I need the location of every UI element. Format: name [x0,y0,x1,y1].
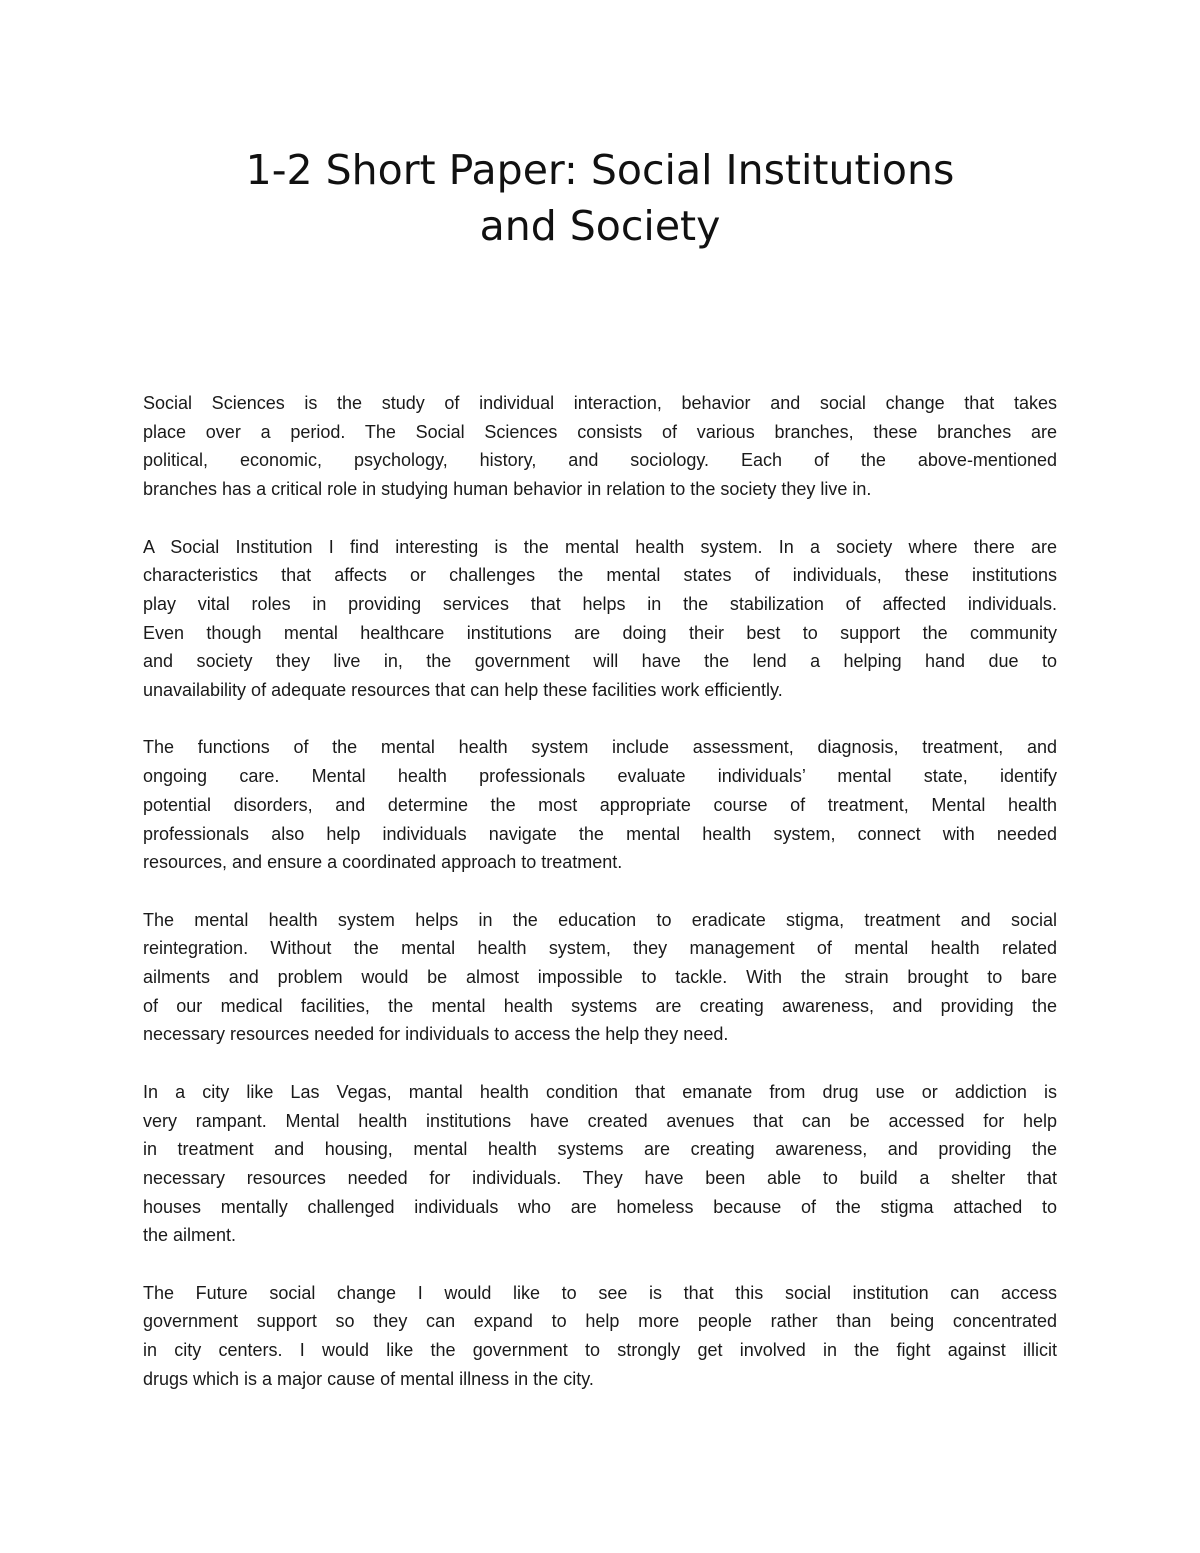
paragraph-line: branches has a critical role in studying human behavior in relation to the society they live in. [143,479,872,500]
document-title [0,142,1200,254]
paragraph-line: Social Sciences is the study of individual interaction, behavior and social change that takes [143,393,1057,413]
paragraph-line: A Social Institution I find interesting is the mental health system. In a society where there are [143,536,1057,557]
paragraph-line: place over a period. The Social Sciences consists of various branches, these branches are [143,421,1057,442]
paragraph [143,1279,1057,1394]
paragraph-line: houses mentally challenged individuals who are homeless because of the stigma attached to [143,1196,1057,1217]
paragraph-line: very rampant. Mental health institutions have created avenues that can be accessed for help [143,1110,1057,1131]
paragraph [143,533,1057,705]
paragraph-line: the ailment. [143,1225,237,1246]
paragraph-line: The Future social change I would like to see is that this social institution can access [143,1282,1057,1303]
paragraph-line: ailments and problem would be almost impossible to tackle. With the strain brought to bare [143,967,1057,988]
paragraph-line: government support so they can expand to help more people rather than being concentrated [143,1311,1057,1332]
title-line: and Society [479,202,721,250]
paragraph-line: characteristics that affects or challenges the mental states of individuals, these institutions [143,565,1057,586]
paragraph-line: political, economic, psychology, history, and sociology. Each of the above-mentioned [143,450,1057,471]
paragraph-line: resources, and ensure a coordinated approach to treatment. [143,852,623,873]
paragraph-line: necessary resources needed for individuals to access the help they need. [143,1024,729,1045]
paragraph-line: in city centers. I would like the government to strongly get involved in the fight against illicit [143,1340,1057,1361]
paragraph [143,389,1057,504]
paragraph-line: ongoing care. Mental health professionals evaluate individuals’ mental state, identify [143,766,1057,787]
paragraph-line: The mental health system helps in the education to eradicate stigma, treatment and social [143,909,1057,930]
paragraph-line: reintegration. Without the mental health system, they management of mental health related [143,938,1057,959]
paragraph-line: necessary resources needed for individuals. They have been able to build a shelter that [143,1167,1057,1188]
document-body [143,389,1057,1422]
paragraph-line: Even though mental healthcare institutions are doing their best to support the community [143,622,1057,643]
paragraph-line: unavailability of adequate resources that can help these facilities work efficiently. [143,680,783,701]
paragraph [143,1078,1057,1250]
paragraph [143,733,1057,877]
title-line: 1-2 Short Paper: Social Institutions [245,146,955,194]
paragraph-line: and society they live in, the government will have the lend a helping hand due to [143,651,1057,672]
paragraph-line: professionals also help individuals navigate the mental health system, connect with needed [143,823,1057,844]
paragraph-line: in treatment and housing, mental health systems are creating awareness, and providing the [143,1139,1057,1160]
paragraph-line: of our medical facilities, the mental health systems are creating awareness, and providing the [143,995,1057,1016]
paragraph [143,906,1057,1050]
paragraph-line: play vital roles in providing services that helps in the stabilization of affected individuals. [143,593,1057,614]
paragraph-line: The functions of the mental health system include assessment, diagnosis, treatment, and [143,737,1057,758]
paragraph-line: In a city like Las Vegas, mantal health condition that emanate from drug use or addiction is [143,1081,1057,1102]
paragraph-line: drugs which is a major cause of mental illness in the city. [143,1368,594,1389]
paragraph-line: potential disorders, and determine the most appropriate course of treatment, Mental health [143,794,1057,815]
